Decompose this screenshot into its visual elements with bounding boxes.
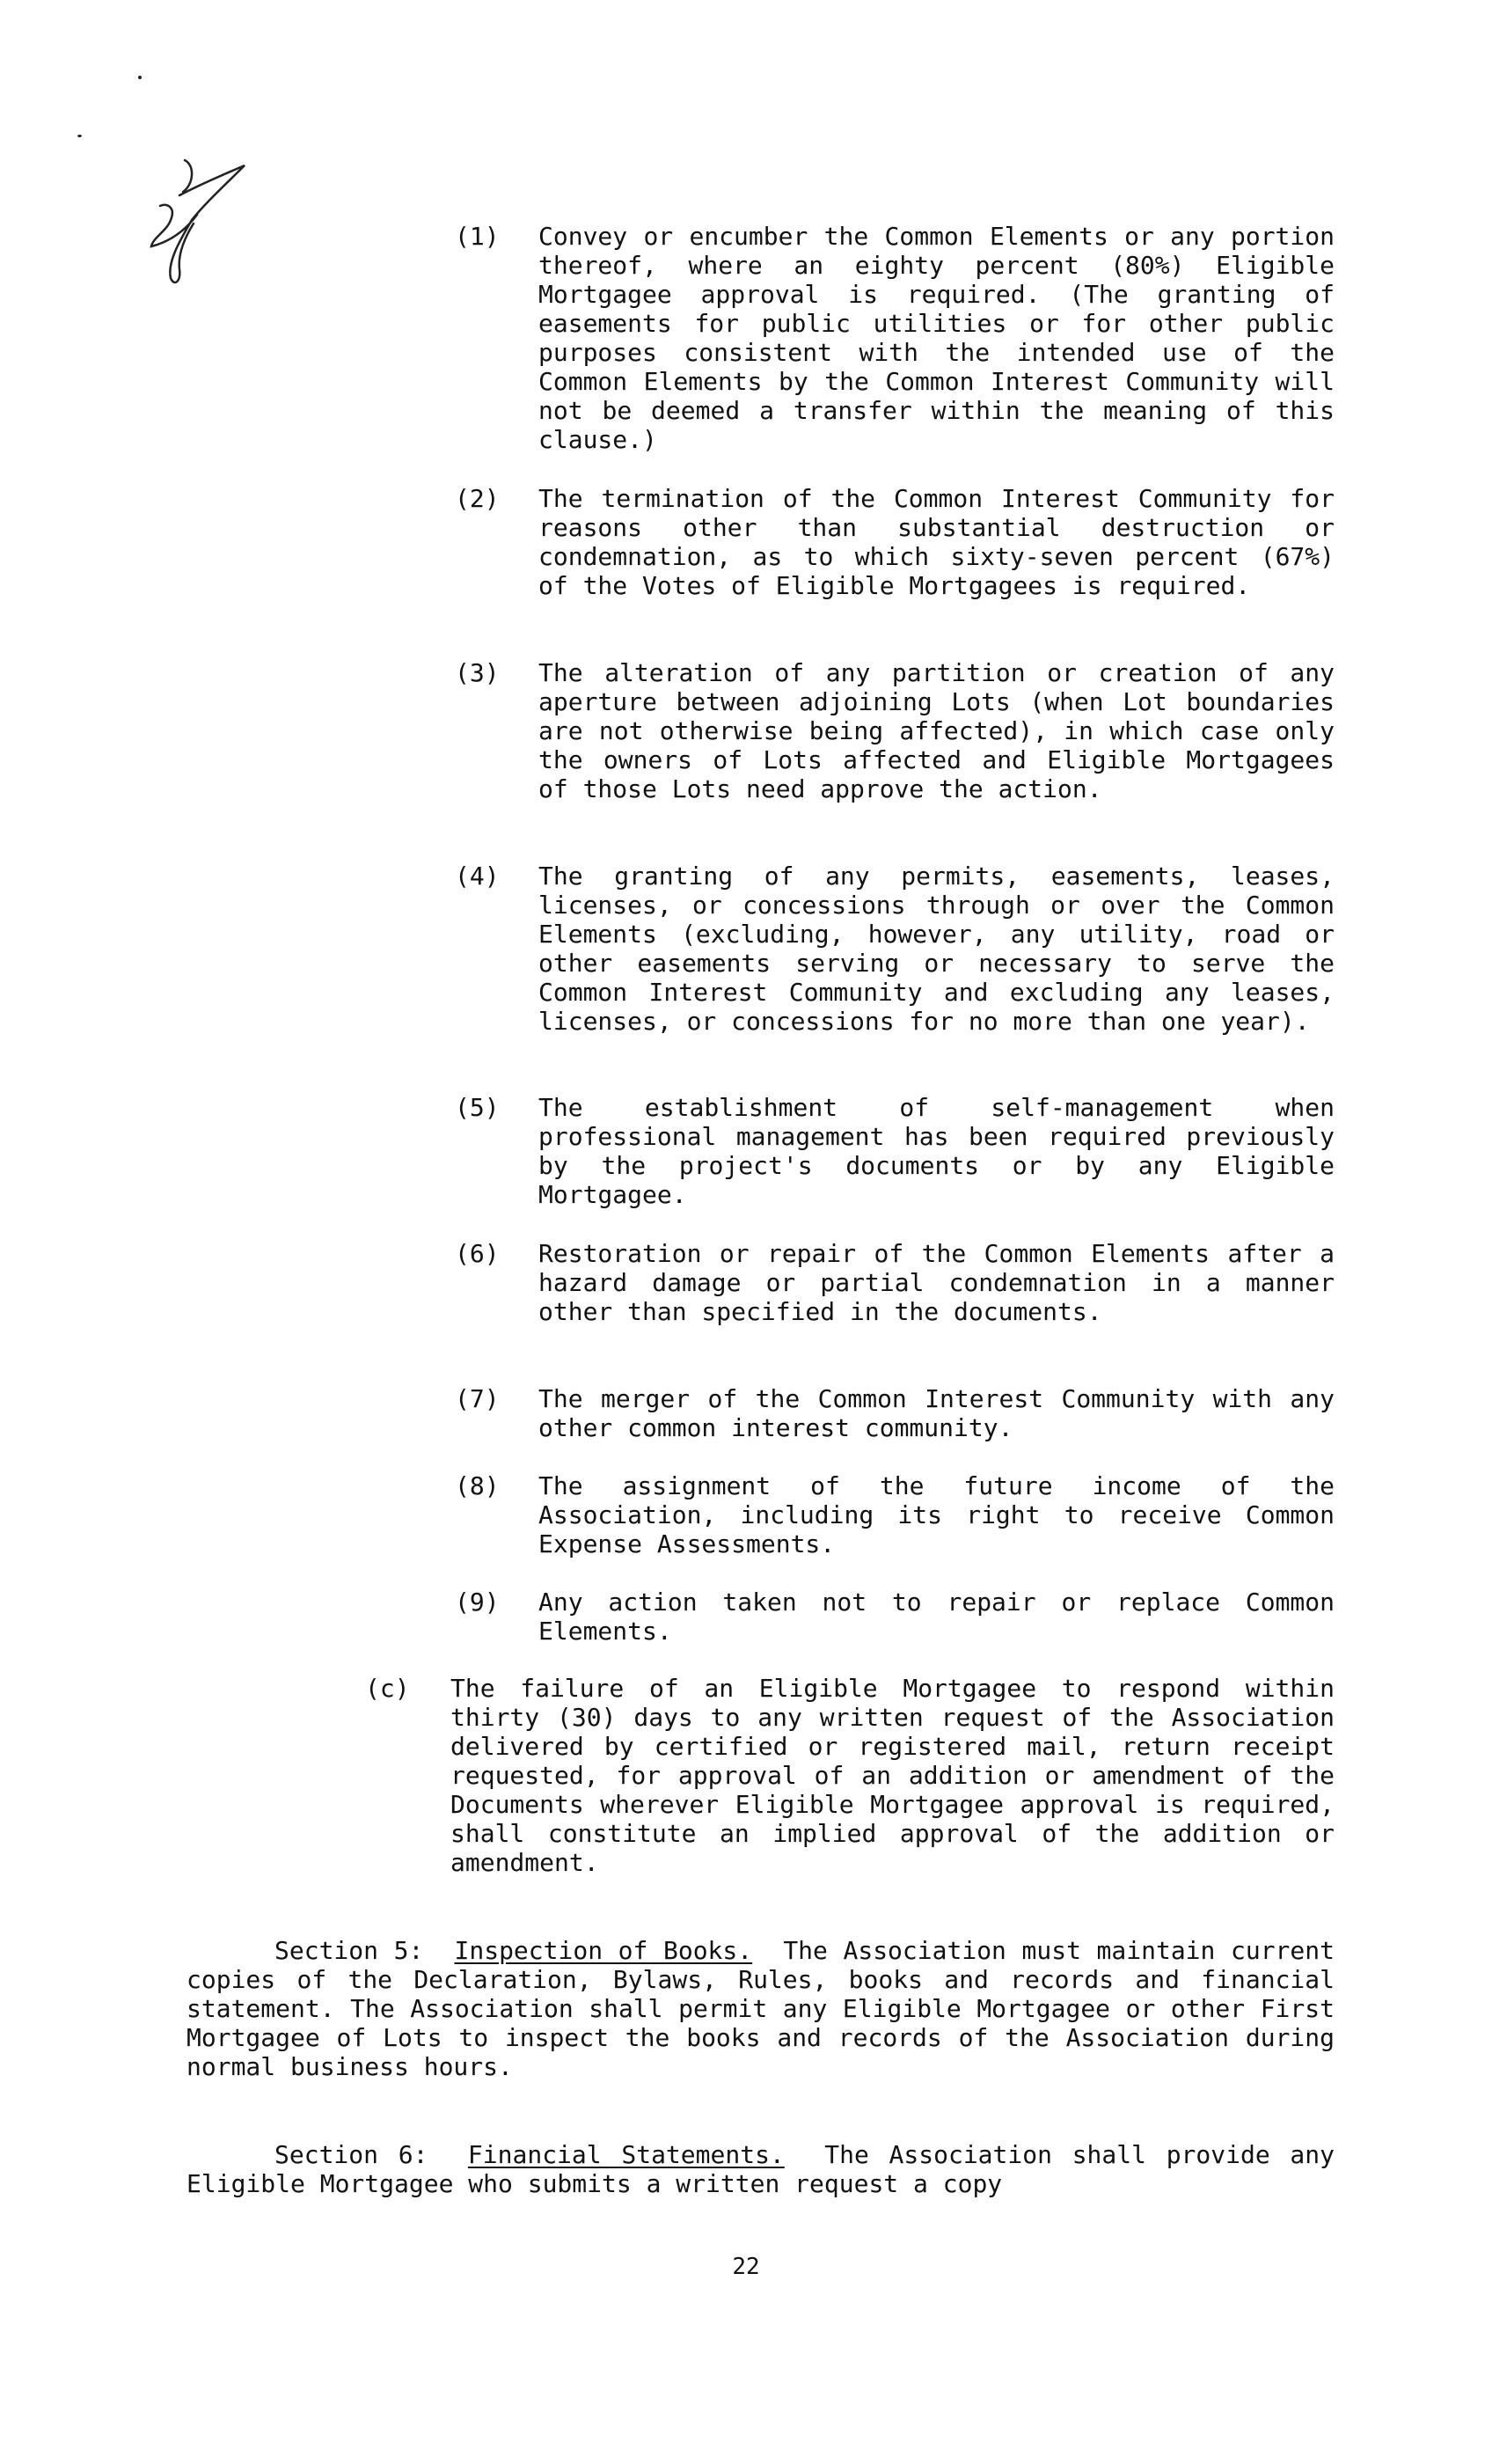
list-item-text: The establishment of self-management when professional management has been required previously by the project's documents or by any Eligible Mortgagee. [538,1093,1335,1209]
item-number: (8) [455,1471,500,1500]
scan-speck [77,135,82,137]
item-c-text: The failure of an Eligible Mortgagee to respond within thirty (30) days to any written request of the Association delivered by certified or registered mail, return receipt requested, for approval of an addition or amendment of the Documents wherever Eligible Mortgagee approval is required, shall constitute an implied approval of the addition or amendment. [450,1674,1335,1877]
section-6-label: Section 6: [274,2140,428,2169]
section-6-heading: Financial Statements. [467,2140,785,2169]
item-number: (7) [455,1384,500,1413]
item-number: (6) [455,1239,500,1268]
scan-speck [138,76,142,79]
list-item-text: Any action taken not to repair or replace Common Elements. [538,1588,1335,1646]
list-item-text: The granting of any permits, easements, leases, licenses, or concessions through or over the Common Elements (excluding, however, any utility, road or other easements serving or necessary to serve the Common Interest Community and excluding any leases, licenses, or concessions for no more than one year). [538,862,1335,1036]
item-number: (4) [455,862,500,891]
list-item-text: The merger of the Common Interest Community with any other common interest community. [538,1384,1335,1442]
list-item-text: The assignment of the future income of the Association, including its right to receive Common Expense Assessments. [538,1471,1335,1558]
page-number: 22 [732,2254,760,2280]
item-c-label: (c) [365,1674,410,1703]
section-5-text: The Association must maintain current copies of the Declaration, Bylaws, Rules, books and records and financial statement. The Association shall permit any Eligible Mortgagee or other First Mortgagee of Lots to inspect the books and records of the Association during normal business hours. [186,1936,1335,2081]
item-number: (2) [455,484,500,513]
section-6-text: The Association shall provide any Eligible Mortgagee who submits a written request a copy [186,2140,1335,2198]
section-5-paragraph [186,1936,1335,2081]
list-item-text: The alteration of any partition or creation of any aperture between adjoining Lots (when Lot boundaries are not otherwise being affected), in which case only the owners of Lots affected and Eligible Mortgagees of those Lots need approve the action. [538,658,1335,803]
handwritten-initials-mark [141,150,264,299]
item-number: (1) [455,222,500,251]
item-number: (5) [455,1093,500,1122]
section-6-paragraph [186,2140,1335,2198]
list-item-text: Convey or encumber the Common Elements or any portion thereof, where an eighty percent (80%) Eligible Mortgagee approval is required. (The granting of easements for public utilities or for other public purposes consistent with the intended use of the Common Elements by the Common Interest Community will not be deemed a transfer within the meaning of this clause.) [538,222,1335,454]
item-number: (3) [455,658,500,687]
list-item-text: The termination of the Common Interest Community for reasons other than substantial destruction or condemnation, as to which sixty-seven percent (67%) of the Votes of Eligible Mortgagees is required. [538,484,1335,600]
section-5-heading: Inspection of Books. [454,1936,753,1965]
section-5-label: Section 5: [274,1936,424,1965]
item-number: (9) [455,1588,500,1617]
list-item-text: Restoration or repair of the Common Elements after a hazard damage or partial condemnation in a manner other than specified in the documents. [538,1239,1335,1326]
